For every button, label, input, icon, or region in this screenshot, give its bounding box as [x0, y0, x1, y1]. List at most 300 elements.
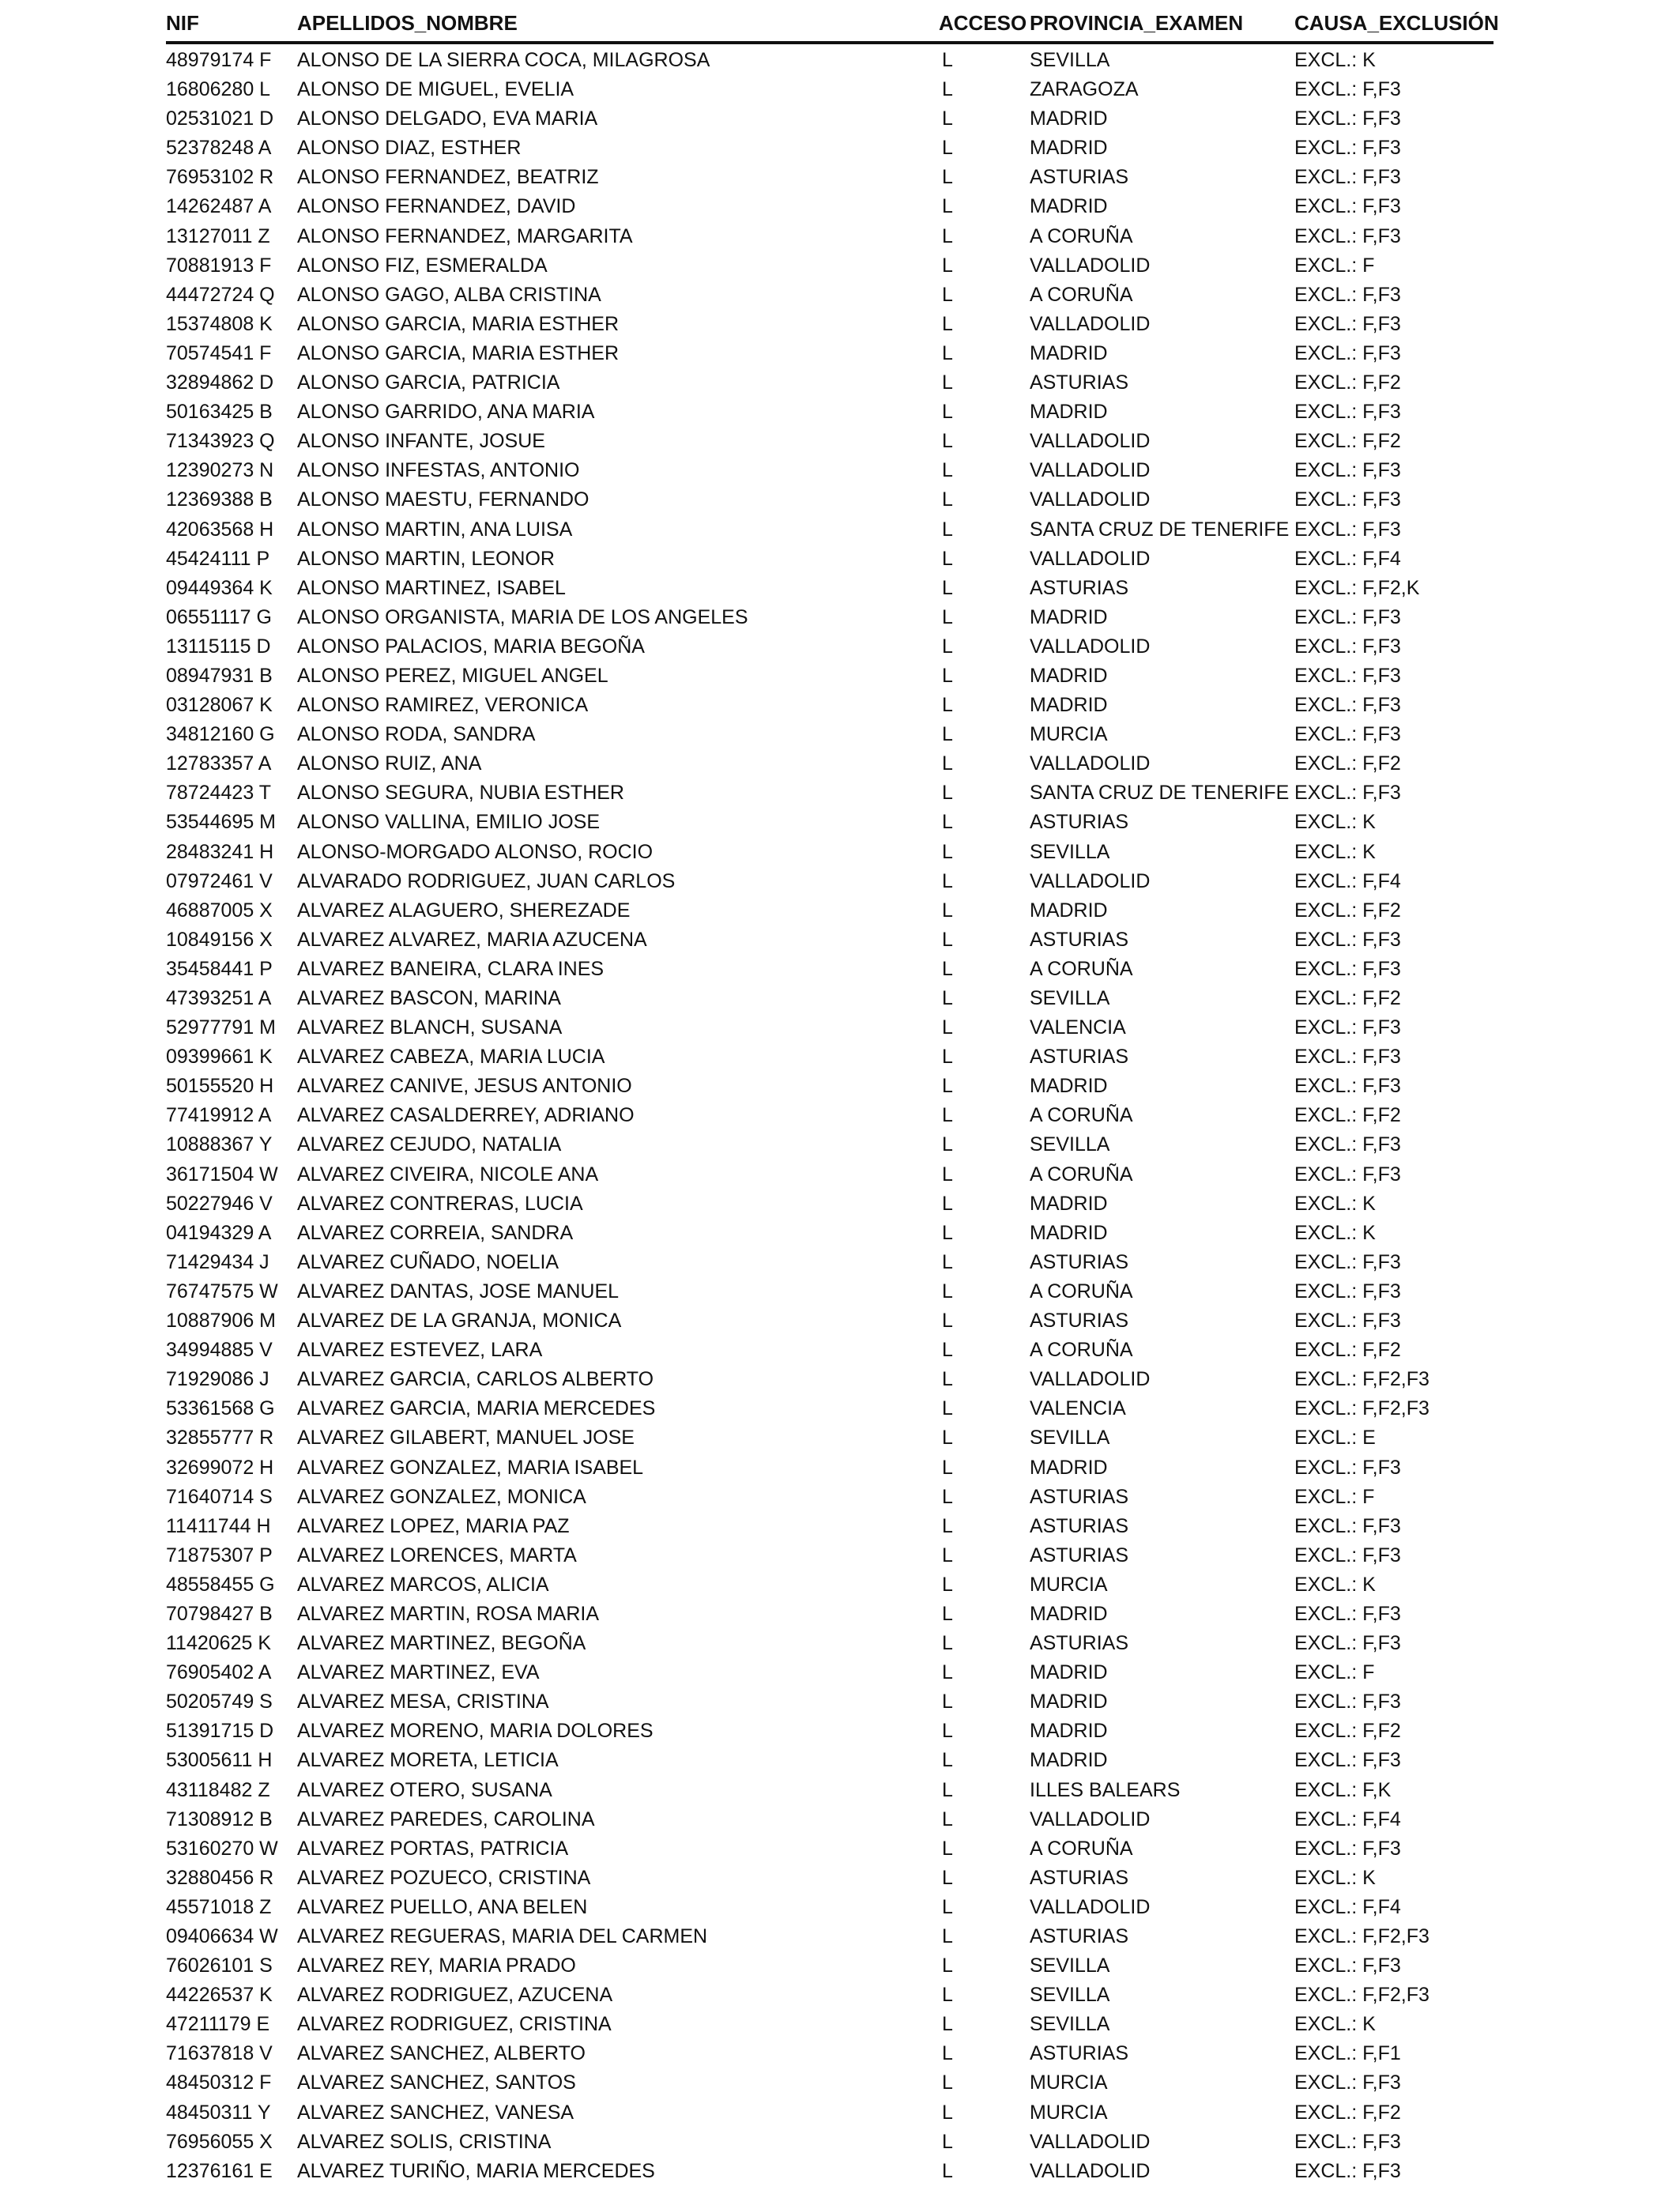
cell-provincia-examen: ILLES BALEARS: [1030, 1778, 1181, 1801]
table-row: [166, 1951, 1494, 1981]
cell-nif: 13127011 Z: [166, 224, 270, 247]
cell-nif: 76953102 R: [166, 166, 274, 189]
cell-apellidos-nombre: ALONSO DE MIGUEL, EVELIA: [297, 78, 574, 101]
cell-apellidos-nombre: ALONSO DELGADO, EVA MARIA: [297, 107, 598, 130]
cell-nif: 71343923 Q: [166, 430, 275, 453]
cell-apellidos-nombre: ALVAREZ ESTEVEZ, LARA: [297, 1339, 543, 1362]
cell-acceso: L: [942, 547, 953, 570]
cell-nif: 02531021 D: [166, 107, 274, 130]
table-row: [166, 1277, 1494, 1306]
cell-acceso: L: [942, 1339, 953, 1362]
table-row: [166, 545, 1494, 574]
table-row: [166, 1600, 1494, 1629]
cell-nif: 71308912 B: [166, 1808, 273, 1830]
cell-acceso: L: [942, 341, 953, 364]
cell-acceso: L: [942, 2013, 953, 2036]
cell-causa-exclusion: EXCL.: F,F4: [1294, 547, 1401, 570]
cell-acceso: L: [942, 2101, 953, 2124]
cell-nif: 28483241 H: [166, 840, 274, 863]
cell-acceso: L: [942, 371, 953, 394]
cell-apellidos-nombre: ALONSO GARRIDO, ANA MARIA: [297, 401, 595, 424]
cell-nif: 47393251 A: [166, 987, 272, 1009]
cell-provincia-examen: VALLADOLID: [1030, 312, 1151, 335]
cell-provincia-examen: A CORUÑA: [1030, 1339, 1133, 1362]
cell-acceso: L: [942, 1514, 953, 1537]
cell-apellidos-nombre: ALONSO GARCIA, PATRICIA: [297, 371, 560, 394]
cell-acceso: L: [942, 1456, 953, 1479]
cell-apellidos-nombre: ALVAREZ GILABERT, MANUEL JOSE: [297, 1427, 635, 1449]
cell-nif: 48450312 F: [166, 2071, 272, 2094]
table-row: [166, 2128, 1494, 2157]
cell-acceso: L: [942, 1280, 953, 1302]
cell-causa-exclusion: EXCL.: F,F2: [1294, 430, 1401, 453]
cell-nif: 13115115 D: [166, 635, 271, 658]
cell-nif: 53160270 W: [166, 1837, 278, 1860]
cell-acceso: L: [942, 2071, 953, 2094]
cell-provincia-examen: MADRID: [1030, 195, 1108, 218]
cell-acceso: L: [942, 2130, 953, 2153]
table-row: [166, 1658, 1494, 1687]
cell-acceso: L: [942, 1163, 953, 1186]
cell-apellidos-nombre: ALONSO PEREZ, MIGUEL ANGEL: [297, 664, 608, 687]
cell-acceso: L: [942, 1691, 953, 1713]
table-row: [166, 1365, 1494, 1394]
table-row: [166, 1042, 1494, 1072]
cell-causa-exclusion: EXCL.: F,F3: [1294, 1955, 1401, 1977]
cell-acceso: L: [942, 1925, 953, 1947]
cell-provincia-examen: MADRID: [1030, 605, 1108, 628]
cell-provincia-examen: ASTURIAS: [1030, 928, 1129, 951]
cell-apellidos-nombre: ALONSO MARTIN, ANA LUISA: [297, 518, 573, 541]
cell-causa-exclusion: EXCL.: F,F3: [1294, 518, 1401, 541]
cell-causa-exclusion: EXCL.: F: [1294, 254, 1375, 277]
table-row: [166, 925, 1494, 955]
table-row: [166, 1512, 1494, 1541]
cell-apellidos-nombre: ALVAREZ CIVEIRA, NICOLE ANA: [297, 1163, 599, 1186]
cell-provincia-examen: ASTURIAS: [1030, 1514, 1129, 1537]
cell-apellidos-nombre: ALVAREZ MARCOS, ALICIA: [297, 1573, 549, 1596]
table-row: [166, 1423, 1494, 1453]
cell-nif: 42063568 H: [166, 518, 274, 541]
cell-provincia-examen: MADRID: [1030, 664, 1108, 687]
cell-causa-exclusion: EXCL.: F,F3: [1294, 1837, 1401, 1860]
cell-apellidos-nombre: ALONSO MAESTU, FERNANDO: [297, 488, 590, 511]
exclusion-list-table: [166, 0, 1499, 2186]
table-row: [166, 398, 1494, 427]
cell-nif: 70798427 B: [166, 1602, 273, 1625]
cell-apellidos-nombre: ALVAREZ BANEIRA, CLARA INES: [297, 957, 605, 980]
cell-apellidos-nombre: ALVAREZ TURIÑO, MARIA MERCEDES: [297, 2159, 655, 2182]
cell-causa-exclusion: EXCL.: F,F2: [1294, 752, 1401, 775]
cell-nif: 52378248 A: [166, 137, 272, 160]
cell-acceso: L: [942, 283, 953, 306]
cell-apellidos-nombre: ALONSO FIZ, ESMERALDA: [297, 254, 548, 277]
cell-causa-exclusion: EXCL.: F,F3: [1294, 2071, 1401, 2094]
table-row: [166, 1483, 1494, 1512]
cell-causa-exclusion: EXCL.: F,F3: [1294, 1544, 1401, 1566]
cell-causa-exclusion: EXCL.: F,F3: [1294, 2130, 1401, 2153]
cell-causa-exclusion: EXCL.: F,F4: [1294, 1808, 1401, 1830]
cell-apellidos-nombre: ALVAREZ BLANCH, SUSANA: [297, 1016, 563, 1039]
cell-acceso: L: [942, 1573, 953, 1596]
cell-acceso: L: [942, 1368, 953, 1391]
cell-provincia-examen: VALENCIA: [1030, 1397, 1126, 1420]
cell-acceso: L: [942, 811, 953, 834]
table-row: [166, 691, 1494, 720]
cell-provincia-examen: VALLADOLID: [1030, 547, 1151, 570]
cell-causa-exclusion: EXCL.: F,F3: [1294, 488, 1401, 511]
cell-nif: 32855777 R: [166, 1427, 274, 1449]
cell-causa-exclusion: EXCL.: F,F4: [1294, 1895, 1401, 1918]
cell-nif: 10887906 M: [166, 1310, 277, 1333]
cell-provincia-examen: ASTURIAS: [1030, 1046, 1129, 1069]
cell-nif: 52977791 M: [166, 1016, 277, 1039]
cell-causa-exclusion: EXCL.: F,F2,F3: [1294, 1368, 1430, 1391]
cell-causa-exclusion: EXCL.: F,F3: [1294, 1749, 1401, 1772]
cell-apellidos-nombre: ALVAREZ MARTINEZ, EVA: [297, 1661, 540, 1684]
cell-apellidos-nombre: ALVAREZ SANCHEZ, VANESA: [297, 2101, 574, 2124]
cell-causa-exclusion: EXCL.: F,F3: [1294, 401, 1401, 424]
cell-provincia-examen: MADRID: [1030, 137, 1108, 160]
cell-apellidos-nombre: ALONSO INFANTE, JOSUE: [297, 430, 545, 453]
cell-causa-exclusion: EXCL.: K: [1294, 1221, 1376, 1244]
cell-causa-exclusion: EXCL.: F,F3: [1294, 1602, 1401, 1625]
cell-apellidos-nombre: ALVAREZ ALAGUERO, SHEREZADE: [297, 899, 631, 922]
cell-nif: 50205749 S: [166, 1691, 273, 1713]
cell-causa-exclusion: EXCL.: F: [1294, 1485, 1375, 1508]
cell-provincia-examen: VALLADOLID: [1030, 488, 1151, 511]
cell-nif: 71929086 J: [166, 1368, 269, 1391]
cell-acceso: L: [942, 1485, 953, 1508]
cell-acceso: L: [942, 605, 953, 628]
cell-apellidos-nombre: ALVAREZ LOPEZ, MARIA PAZ: [297, 1514, 570, 1537]
cell-provincia-examen: ASTURIAS: [1030, 1925, 1129, 1947]
cell-nif: 50155520 H: [166, 1075, 274, 1098]
table-row: [166, 1746, 1494, 1775]
table-row: [166, 1101, 1494, 1130]
cell-nif: 34812160 G: [166, 723, 275, 746]
cell-apellidos-nombre: ALVAREZ OTERO, SUSANA: [297, 1778, 552, 1801]
cell-causa-exclusion: EXCL.: F,F3: [1294, 1514, 1401, 1537]
cell-nif: 09449364 K: [166, 576, 273, 599]
cell-apellidos-nombre: ALVAREZ MARTIN, ROSA MARIA: [297, 1602, 600, 1625]
cell-acceso: L: [942, 1955, 953, 1977]
table-row: [166, 1394, 1494, 1423]
cell-acceso: L: [942, 195, 953, 218]
cell-causa-exclusion: EXCL.: F,F3: [1294, 694, 1401, 717]
cell-provincia-examen: ZARAGOZA: [1030, 78, 1139, 101]
cell-apellidos-nombre: ALONSO FERNANDEZ, BEATRIZ: [297, 166, 599, 189]
cell-provincia-examen: A CORUÑA: [1030, 283, 1133, 306]
cell-nif: 12376161 E: [166, 2159, 273, 2182]
cell-acceso: L: [942, 1778, 953, 1801]
cell-causa-exclusion: EXCL.: E: [1294, 1427, 1376, 1449]
cell-apellidos-nombre: ALVAREZ GARCIA, MARIA MERCEDES: [297, 1397, 656, 1420]
cell-acceso: L: [942, 1808, 953, 1830]
cell-provincia-examen: MURCIA: [1030, 1573, 1108, 1596]
cell-provincia-examen: MURCIA: [1030, 723, 1108, 746]
cell-nif: 71429434 J: [166, 1250, 269, 1273]
cell-acceso: L: [942, 137, 953, 160]
cell-provincia-examen: VALLADOLID: [1030, 869, 1151, 892]
cell-acceso: L: [942, 2159, 953, 2182]
cell-causa-exclusion: EXCL.: F,F3: [1294, 166, 1401, 189]
cell-causa-exclusion: EXCL.: F,F3: [1294, 312, 1401, 335]
cell-nif: 44226537 K: [166, 1984, 273, 2007]
table-row: [166, 955, 1494, 984]
cell-causa-exclusion: EXCL.: F,F3: [1294, 605, 1401, 628]
cell-acceso: L: [942, 1602, 953, 1625]
cell-nif: 48979174 F: [166, 49, 272, 71]
table-row: [166, 662, 1494, 691]
cell-provincia-examen: VALLADOLID: [1030, 459, 1151, 482]
table-row: [166, 2010, 1494, 2039]
cell-provincia-examen: VALLADOLID: [1030, 1895, 1151, 1918]
cell-acceso: L: [942, 1661, 953, 1684]
cell-causa-exclusion: EXCL.: F,F3: [1294, 195, 1401, 218]
cell-acceso: L: [942, 1720, 953, 1743]
cell-causa-exclusion: EXCL.: F,F3: [1294, 1133, 1401, 1156]
table-row: [166, 632, 1494, 662]
cell-acceso: L: [942, 1632, 953, 1655]
cell-nif: 76905402 A: [166, 1661, 272, 1684]
table-row: [166, 720, 1494, 749]
cell-provincia-examen: SEVILLA: [1030, 1984, 1110, 2007]
cell-nif: 71875307 P: [166, 1544, 273, 1566]
cell-provincia-examen: A CORUÑA: [1030, 1837, 1133, 1860]
cell-causa-exclusion: EXCL.: F,F3: [1294, 928, 1401, 951]
cell-causa-exclusion: EXCL.: F,F3: [1294, 459, 1401, 482]
table-row: [166, 1189, 1494, 1219]
table-row: [166, 427, 1494, 456]
cell-provincia-examen: A CORUÑA: [1030, 1163, 1133, 1186]
cell-apellidos-nombre: ALONSO ORGANISTA, MARIA DE LOS ANGELES: [297, 605, 748, 628]
cell-provincia-examen: VALLADOLID: [1030, 1808, 1151, 1830]
cell-acceso: L: [942, 1133, 953, 1156]
cell-causa-exclusion: EXCL.: F,F3: [1294, 664, 1401, 687]
cell-apellidos-nombre: ALONSO GARCIA, MARIA ESTHER: [297, 341, 620, 364]
cell-nif: 32880456 R: [166, 1866, 274, 1889]
cell-provincia-examen: MADRID: [1030, 1192, 1108, 1215]
cell-causa-exclusion: EXCL.: F,F3: [1294, 1016, 1401, 1039]
cell-provincia-examen: ASTURIAS: [1030, 576, 1129, 599]
cell-apellidos-nombre: ALVAREZ RODRIGUEZ, AZUCENA: [297, 1984, 613, 2007]
cell-nif: 10849156 X: [166, 928, 273, 951]
cell-acceso: L: [942, 694, 953, 717]
cell-apellidos-nombre: ALVAREZ SANCHEZ, SANTOS: [297, 2071, 576, 2094]
cell-acceso: L: [942, 1221, 953, 1244]
cell-causa-exclusion: EXCL.: K: [1294, 811, 1376, 834]
cell-apellidos-nombre: ALONSO DIAZ, ESTHER: [297, 137, 522, 160]
cell-acceso: L: [942, 49, 953, 71]
cell-provincia-examen: MURCIA: [1030, 2071, 1108, 2094]
cell-provincia-examen: SEVILLA: [1030, 2013, 1110, 2036]
cell-provincia-examen: MADRID: [1030, 107, 1108, 130]
cell-provincia-examen: VALLADOLID: [1030, 430, 1151, 453]
cell-acceso: L: [942, 401, 953, 424]
cell-causa-exclusion: EXCL.: F,F2: [1294, 987, 1401, 1009]
cell-provincia-examen: VALLADOLID: [1030, 254, 1151, 277]
cell-apellidos-nombre: ALVAREZ CONTRERAS, LUCIA: [297, 1192, 583, 1215]
cell-nif: 04194329 A: [166, 1221, 272, 1244]
cell-causa-exclusion: EXCL.: F,F2: [1294, 1339, 1401, 1362]
cell-apellidos-nombre: ALONSO RAMIREZ, VERONICA: [297, 694, 589, 717]
cell-apellidos-nombre: ALONSO VALLINA, EMILIO JOSE: [297, 811, 600, 834]
cell-acceso: L: [942, 840, 953, 863]
cell-nif: 32894862 D: [166, 371, 274, 394]
cell-nif: 44472724 Q: [166, 283, 275, 306]
cell-provincia-examen: MADRID: [1030, 401, 1108, 424]
cell-acceso: L: [942, 78, 953, 101]
cell-nif: 48558455 G: [166, 1573, 275, 1596]
cell-acceso: L: [942, 430, 953, 453]
cell-provincia-examen: SEVILLA: [1030, 987, 1110, 1009]
cell-provincia-examen: MADRID: [1030, 1221, 1108, 1244]
cell-apellidos-nombre: ALVAREZ DANTAS, JOSE MANUEL: [297, 1280, 620, 1302]
cell-provincia-examen: VALENCIA: [1030, 1016, 1126, 1039]
table-row: [166, 1130, 1494, 1159]
table-row: [166, 867, 1494, 896]
cell-nif: 11411744 H: [166, 1514, 271, 1537]
table-row: [166, 75, 1494, 104]
header-provincia-examen: PROVINCIA_EXAMEN: [1030, 11, 1244, 35]
cell-apellidos-nombre: ALVAREZ MESA, CRISTINA: [297, 1691, 549, 1713]
cell-nif: 35458441 P: [166, 957, 273, 980]
cell-causa-exclusion: EXCL.: F,K: [1294, 1778, 1392, 1801]
cell-provincia-examen: MURCIA: [1030, 2101, 1108, 2124]
cell-nif: 71637818 V: [166, 2042, 273, 2065]
cell-causa-exclusion: EXCL.: K: [1294, 49, 1376, 71]
cell-acceso: L: [942, 107, 953, 130]
cell-apellidos-nombre: ALVAREZ PUELLO, ANA BELEN: [297, 1895, 588, 1918]
cell-apellidos-nombre: ALVAREZ RODRIGUEZ, CRISTINA: [297, 2013, 612, 2036]
table-row: [166, 222, 1494, 251]
cell-causa-exclusion: EXCL.: F,F3: [1294, 1691, 1401, 1713]
cell-apellidos-nombre: ALVAREZ MARTINEZ, BEGOÑA: [297, 1632, 586, 1655]
cell-nif: 45571018 Z: [166, 1895, 272, 1918]
table-row: [166, 1864, 1494, 1893]
cell-provincia-examen: ASTURIAS: [1030, 1310, 1129, 1333]
cell-provincia-examen: MADRID: [1030, 1749, 1108, 1772]
cell-nif: 50163425 B: [166, 401, 273, 424]
cell-acceso: L: [942, 1866, 953, 1889]
cell-apellidos-nombre: ALVAREZ GARCIA, CARLOS ALBERTO: [297, 1368, 654, 1391]
cell-causa-exclusion: EXCL.: F,F3: [1294, 1310, 1401, 1333]
cell-provincia-examen: A CORUÑA: [1030, 1280, 1133, 1302]
cell-nif: 12369388 B: [166, 488, 273, 511]
cell-acceso: L: [942, 224, 953, 247]
cell-acceso: L: [942, 518, 953, 541]
cell-provincia-examen: ASTURIAS: [1030, 1866, 1129, 1889]
cell-acceso: L: [942, 166, 953, 189]
cell-acceso: L: [942, 1749, 953, 1772]
table-row: [166, 984, 1494, 1013]
cell-acceso: L: [942, 576, 953, 599]
cell-nif: 53544695 M: [166, 811, 277, 834]
cell-nif: 34994885 V: [166, 1339, 273, 1362]
cell-acceso: L: [942, 782, 953, 805]
cell-acceso: L: [942, 1544, 953, 1566]
cell-acceso: L: [942, 1250, 953, 1273]
header-causa-exclusion: CAUSA_EXCLUSIÓN: [1294, 11, 1499, 35]
cell-causa-exclusion: EXCL.: F,F3: [1294, 107, 1401, 130]
cell-apellidos-nombre: ALVARADO RODRIGUEZ, JUAN CARLOS: [297, 869, 676, 892]
cell-provincia-examen: MADRID: [1030, 899, 1108, 922]
cell-causa-exclusion: EXCL.: F,F3: [1294, 78, 1401, 101]
cell-provincia-examen: MADRID: [1030, 1720, 1108, 1743]
cell-provincia-examen: MADRID: [1030, 694, 1108, 717]
table-row: [166, 1306, 1494, 1336]
table-row: [166, 251, 1494, 281]
cell-apellidos-nombre: ALONSO PALACIOS, MARIA BEGOÑA: [297, 635, 645, 658]
cell-apellidos-nombre: ALVAREZ LORENCES, MARTA: [297, 1544, 577, 1566]
cell-causa-exclusion: EXCL.: F,F3: [1294, 2159, 1401, 2182]
cell-causa-exclusion: EXCL.: F,F3: [1294, 1163, 1401, 1186]
cell-provincia-examen: SEVILLA: [1030, 49, 1110, 71]
table-body: [166, 46, 1494, 2186]
cell-nif: 78724423 T: [166, 782, 271, 805]
cell-causa-exclusion: EXCL.: F,F3: [1294, 635, 1401, 658]
cell-acceso: L: [942, 1427, 953, 1449]
cell-apellidos-nombre: ALVAREZ POZUECO, CRISTINA: [297, 1866, 591, 1889]
cell-causa-exclusion: EXCL.: F,F3: [1294, 1075, 1401, 1098]
cell-provincia-examen: ASTURIAS: [1030, 2042, 1129, 2065]
cell-nif: 10888367 Y: [166, 1133, 273, 1156]
table-row: [166, 2098, 1494, 2128]
cell-causa-exclusion: EXCL.: F,F2: [1294, 371, 1401, 394]
header-nif: NIF: [166, 11, 199, 35]
cell-acceso: L: [942, 899, 953, 922]
cell-apellidos-nombre: ALVAREZ MORETA, LETICIA: [297, 1749, 559, 1772]
cell-provincia-examen: ASTURIAS: [1030, 811, 1129, 834]
cell-nif: 07972461 V: [166, 869, 273, 892]
cell-nif: 12783357 A: [166, 752, 272, 775]
cell-causa-exclusion: EXCL.: F,F2: [1294, 2101, 1401, 2124]
cell-provincia-examen: A CORUÑA: [1030, 224, 1133, 247]
table-row: [166, 1248, 1494, 1277]
table-row: [166, 603, 1494, 632]
cell-acceso: L: [942, 1016, 953, 1039]
cell-provincia-examen: SEVILLA: [1030, 840, 1110, 863]
cell-apellidos-nombre: ALVAREZ MORENO, MARIA DOLORES: [297, 1720, 654, 1743]
cell-acceso: L: [942, 459, 953, 482]
table-row: [166, 281, 1494, 310]
cell-provincia-examen: MADRID: [1030, 1661, 1108, 1684]
cell-apellidos-nombre: ALVAREZ CASALDERREY, ADRIANO: [297, 1104, 635, 1127]
cell-apellidos-nombre: ALVAREZ REGUERAS, MARIA DEL CARMEN: [297, 1925, 708, 1947]
cell-nif: 32699072 H: [166, 1456, 274, 1479]
table-row: [166, 368, 1494, 398]
cell-provincia-examen: ASTURIAS: [1030, 1632, 1129, 1655]
cell-apellidos-nombre: ALONSO RUIZ, ANA: [297, 752, 482, 775]
cell-nif: 48450311 Y: [166, 2101, 271, 2124]
cell-apellidos-nombre: ALVAREZ PORTAS, PATRICIA: [297, 1837, 569, 1860]
header-apellidos-nombre: APELLIDOS_NOMBRE: [297, 11, 518, 35]
cell-causa-exclusion: EXCL.: F,F3: [1294, 1632, 1401, 1655]
cell-causa-exclusion: EXCL.: F,F2: [1294, 1104, 1401, 1127]
cell-nif: 53005611 H: [166, 1749, 273, 1772]
cell-provincia-examen: MADRID: [1030, 1075, 1108, 1098]
table-row: [166, 1834, 1494, 1864]
table-row: [166, 1717, 1494, 1746]
cell-apellidos-nombre: ALONSO SEGURA, NUBIA ESTHER: [297, 782, 624, 805]
cell-causa-exclusion: EXCL.: F,F3: [1294, 341, 1401, 364]
table-row: [166, 1072, 1494, 1101]
cell-nif: 11420625 K: [166, 1632, 271, 1655]
cell-causa-exclusion: EXCL.: F,F3: [1294, 224, 1401, 247]
cell-causa-exclusion: EXCL.: F,F3: [1294, 1280, 1401, 1302]
table-row: [166, 574, 1494, 603]
